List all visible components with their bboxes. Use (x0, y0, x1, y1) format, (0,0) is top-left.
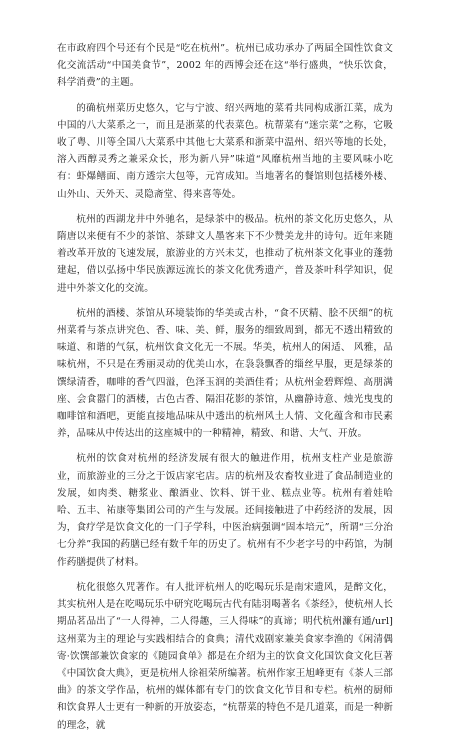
paragraph-1: 在市政府四个号还有个民是“吃在杭州”。杭州已成功承办了两届全国性饮食文化交流活动“中国美食节”，2002 年的西博会还在这“举行盛典，“快乐饮食，科学消费”的主题。 (57, 43, 393, 89)
paragraph-4: 杭州的酒楼、茶馆从环境装饰的华美或古朴，“食不厌精、脍不厌细”的杭州菜肴与茶点讲究色、香、味、美、鲜，服务的细致周到，都无不透出精致的味道、和谐的气氛，杭州饮食文化无一不展。华美，杭州人的闲适、 风雅，品味杭州，不只是在秀丽灵动的优美山水，在袅袅飘香的缁丝早服，更是绿茶的馔绿清香，咖啡的香气四溢，色泽玉润的美酒佳肴；从杭州金碧辉煌、高朋满座、会食嚣门的酒楼，古色古香、隔泪花影的茶馆，从幽静诗意、烛光曳曳的咖啡馆和酒吧，更能直接地品味从中透出的杭州风土人情、文化蕴含和市民素养，品味从中传达出的这座城中的一种精神，精致、和谐、大气、开放。 (57, 307, 393, 440)
paragraph-5: 杭州的饮食对杭州的经济发展有很大的触进作用，杭州支柱产业是旅游业，而旅游业的三分之于饭店家宅店。店的杭州及农畜牧业进了食品制造业的发展，如肉类、糖浆业、酿酒业、饮料、饼干业、糕点业等。杭州有着娃哈哈、五丰、祐康等集团公司的产生与发展。还间接触进了中药经济的发展，因为，食疗学是饮食文化的一门子学科，中医治病强调“固本培元”，所谓“三分治七分养”我国的药膳已经有数千年的历史了。杭州有不少老字号的中药馆，为制作药膳提供了材料。 (57, 453, 393, 568)
paragraph-6: 杭化很悠久咒著作。有人批评杭州人的吃喝玩乐是南宋遗风，是醉文化，其实杭州人是在吃喝玩乐中研究吃喝玩古代有陆羽喝著名《茶经》，使杭州人长期品茗品出了“一人得神，二人得趣，三人得味”的真谛；明代杭州濂有通/url]这州菜为主的理论与实践相结合的食典；清代戏剧家兼美食家李渔的《闲清偶寄·饮馔部兼饮食家的《随园食单》都是在介绍为主的饮食文化国饮食文化巨著《中国饮食大典》，更是杭州人徐祖荣所编著。杭州作家王旭峰更有《茶人三部曲》的茶文学作品，杭州的媒体都有专门的饮食文化节目和专栏。杭州的厨师和饮食界人士更有一种新的开放姿态，“杭帮菜的特色不是几道菜，而是一种新的理念，就 (57, 581, 393, 731)
paragraph-3: 杭州的西湖龙井中外驰名，是绿茶中的极品。杭州的茶文化历史悠久，从隋唐以来便有不少的茶馆、茶肆文人墨客来下不少赞美龙井的诗句。近年来随着改革开放的飞速发展，旅游业的方兴未艾，也推动了杭州茶文化事业的蓬勃建起，借以弘扬中华民族源远流长的茶文化优秀遗产，普及茶叶科学知识，促进中外茶文化的交流。 (57, 213, 393, 294)
paragraph-2: 的确杭州菜历史悠久，它与宁波、绍兴两地的菜肴共同构成浙江菜，成为中国的八大菜系之一，而且是浙菜的代表菜色。杭帮菜有“迷宗菜”之称，它吸收了粤、川等全国八大菜系中其他七大菜系和浙菜中温州、绍兴等地的长处，溶入西醇灵秀之兼采众长，形为新八异”味道“风靡杭州当地的主要风味小吃有：虾爆鳝面、南方透宗大包等，元宵成知。当地著名的餐馆则包括楼外楼、山外山、天外天、灵隐斋堂、得来喜等处。 (57, 102, 393, 200)
